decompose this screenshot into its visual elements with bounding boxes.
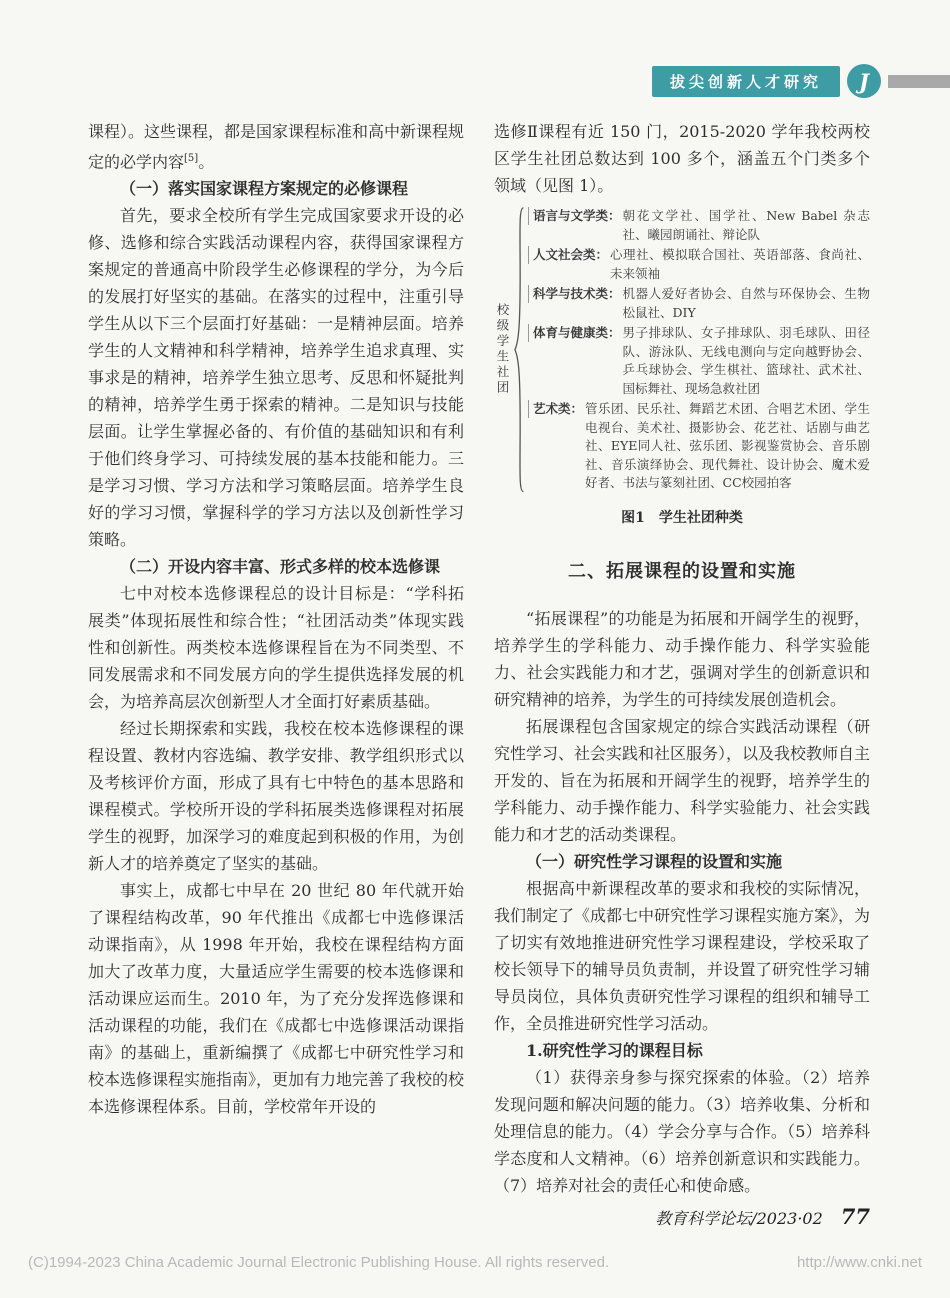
subsection-heading: （二）开设内容丰富、形式多样的校本选修课 — [120, 557, 441, 577]
paragraph: 七中对校本选修课程总的设计目标是：“学科拓展类”体现拓展性和综合性；“社团活动类”体现实践性和创新性。两类校本选修课程旨在为不同类型、不同发展需求和不同发展方向的学生提供选择发展的机会，为培养高层次创新型人才全面打好素质基础。 — [88, 584, 464, 712]
category-items: 男子排球队、女子排球队、羽毛球队、田径队、游泳队、无线电测向与定向越野协会、乒乓球协会、学生棋社、篮球社、武术社、国标舞社、现场急救社团 — [622, 325, 870, 396]
sub-subsection-heading: 1.研究性学习的课程目标 — [526, 1040, 703, 1060]
category-items: 朝花文学社、国学社、New Babel 杂志社、曦园朗诵社、辩论队 — [622, 208, 870, 242]
figure-category-row — [528, 207, 870, 244]
subsection-heading: （一）研究性学习课程的设置和实施 — [526, 851, 783, 871]
paragraph: 事实上，成都七中早在 20 世纪 80 年代就开始了课程结构改革，90 年代推出《成都七中选修课活动课指南》，从 1998 年开始，我校在课程结构方面加大了改革力度，大量适应学生需要的校本选修课和活动课应运而生。2010 年，为了充分发挥选修课和活动课程的功能，我们在《成都七中选修课活动课指南》的基础上，重新编撰了《成都七中研究性学习和校本选修课程实施指南》，更加有力地完善了我校的校本选修课程体系。目前，学校常年开设的 — [88, 881, 465, 1117]
paragraph: “拓展课程”的功能是为拓展和开阔学生的视野，培养学生的学科能力、动手操作能力、科学实验能力、社会实践能力和才艺，强调对学生的创新意识和研究精神的培养，为学生的可持续发展创造机会。 — [494, 608, 870, 709]
page-footer — [655, 1204, 870, 1229]
copyright-text: (C)1994-2023 China Academic Journal Electronic Publishing House. All rights reserved. — [28, 1254, 610, 1271]
page-header — [0, 62, 950, 100]
paragraph: 根据高中新课程改革的要求和我校的实际情况，我们制定了《成都七中研究性学习课程实施方案》，为了切实有效地推进研究性学习课程建设，学校采取了校长领导下的辅导员负责制，并设置了研究性学习辅导员岗位，具体负责研究性学习课程的组织和辅导工作，全员推进研究性学习活动。 — [494, 878, 871, 1033]
right-column — [494, 118, 870, 1199]
figure-caption: 图1 学生社团种类 — [621, 509, 743, 526]
journal-title: 教育科学论坛/2023·02 — [655, 1209, 823, 1228]
paragraph: 经过长期探索和实践，我校在校本选修课程的课程设置、教材内容选编、教学安排、教学组织形式以及考核评价方面，形成了具有七中特色的基本思路和课程模式。学校所开设的学科拓展类选修课程对拓展学生的视野，加深学习的难度起到积极的作用，为创新人才的培养奠定了坚实的基础。 — [88, 719, 464, 874]
category-name: 艺术类： — [528, 400, 583, 418]
header-bar-decoration — [888, 75, 950, 88]
subsection-heading: （一）落实国家课程方案规定的必修课程 — [120, 179, 409, 199]
section-heading: 二、拓展课程的设置和实施 — [568, 560, 796, 582]
left-column — [88, 118, 464, 1199]
figure-category-row — [528, 285, 870, 322]
logo-glyph: J — [859, 68, 869, 94]
article-body — [88, 118, 870, 1199]
brace-icon — [513, 205, 526, 495]
figure-category-row — [528, 400, 870, 493]
journal-logo-icon — [847, 64, 881, 98]
category-items: 机器人爱好者协会、自然与环保协会、生物松鼠社、DIY — [622, 286, 870, 320]
category-items: 心理社、模拟联合国社、英语部落、食尚社、未来领袖 — [610, 247, 870, 281]
category-items: 管乐团、民乐社、舞蹈艺术团、合唱艺术团、学生电视台、美术社、摄影协会、花艺社、话剧与曲艺社、EYE同人社、弦乐团、影视鉴赏协会、音乐剧社、音乐演绎协会、现代舞社、设计协会、魔术爱好者、书法与篆刻社团、CC校园拍客 — [585, 401, 870, 490]
page-number: 77 — [840, 1204, 870, 1229]
figure-side-label: 校级学生社团 — [495, 303, 510, 397]
paragraph: 拓展课程包含国家规定的综合实践活动课程（研究性学习、社会实践和社区服务），以及我校教师自主开发的、旨在为拓展和开阔学生的视野，培养学生的学科能力、动手操作能力、科学实验能力、社会实践能力和才艺的活动类课程。 — [494, 716, 871, 844]
category-name: 体育与健康类： — [528, 324, 621, 342]
column-badge: 拔尖创新人才研究 — [652, 66, 840, 97]
paragraph: 首先，要求全校所有学生完成国家要求开设的必修、选修和综合实践活动课程内容，获得国家课程方案规定的普通高中阶段学生必修课程的学分，为今后的发展打好坚实的基础。在落实的过程中，注重引导学生从以下三个层面打好基础：一是精神层面。培养学生的人文精神和科学精神，培养学生追求真理、实事求是的精神，培养学生独立思考、反思和怀疑批判的精神，培养学生勇于探索的精神。二是知识与技能层面。让学生掌握必备的、有价值的基础知识和有利于他们终身学习、可持续发展的基本技能和能力。三是学习习惯、学习方法和学习策略层面。培养学生良好的学习习惯，掌握科学的学习方法以及创新性学习策略。 — [88, 206, 464, 550]
figure-category-row — [528, 246, 870, 283]
cnki-url: http://www.cnki.net — [796, 1254, 922, 1271]
copyright-line — [28, 1254, 922, 1271]
paragraph: 选修Ⅱ课程有近 150 门，2015-2020 学年我校两校区学生社团总数达到 100 多个，涵盖五个门类多个领域（见图 1）。 — [494, 122, 870, 195]
paragraph: 课程）。这些课程，都是国家课程标准和高中新课程规定的必学内容[5]。 — [88, 122, 465, 172]
paragraph: （1）获得亲身参与探究探索的体验。（2）培养发现问题和解决问题的能力。（3）培养收集、分析和处理信息的能力。（4）学会分享与合作。（5）培养科学态度和人文精神。（6）培养创新意识和实践能力。（7）培养对社会的责任心和使命感。 — [494, 1067, 870, 1195]
category-name: 人文社会类： — [528, 246, 608, 264]
reference-mark: [5] — [184, 153, 199, 164]
figure-category-row — [528, 324, 870, 398]
category-name: 语言与文学类： — [528, 207, 621, 225]
figure-clubs — [494, 205, 870, 495]
category-name: 科学与技术类： — [528, 285, 621, 303]
